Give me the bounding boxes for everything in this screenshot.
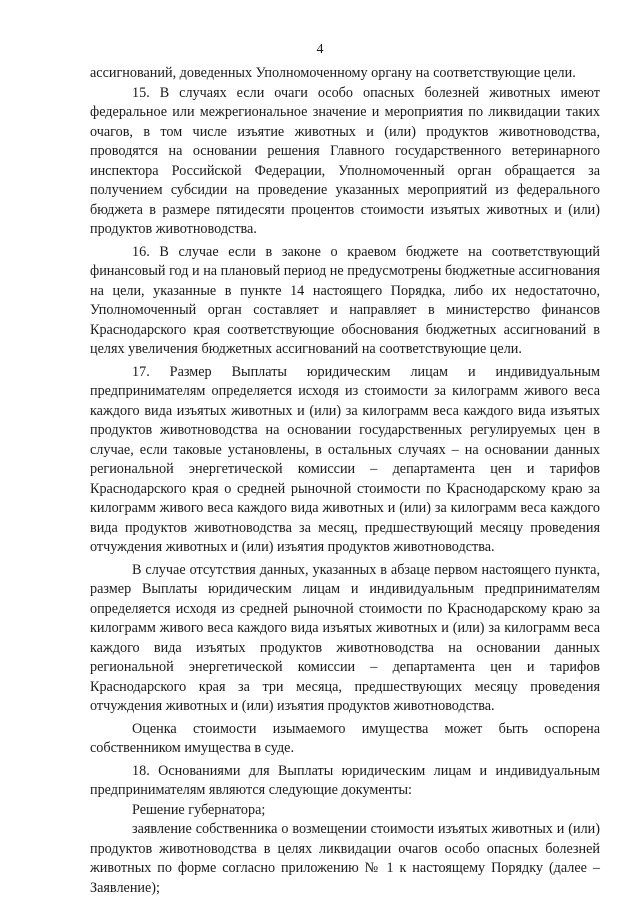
- paragraph-item-17-second: В случае отсутствия данных, указанных в абзаце первом настоящего пункта, размер Выплаты юридическим лицам и индивидуальным предпринимателям определяется исходя из средней рыночной стоимости по Краснодарскому краю за килограмм живого веса каждого вида изъятых животных и (или) за килограмм веса каждого вида изъятых продуктов животноводства на основании данных региональной энергетической комиссии – департамента цен и тарифов Краснодарского края за три месяца, предшествующих месяцу проведения отчуждения животных и (или) изъятия продуктов животноводства.: [90, 561, 600, 714]
- list-item-governor-decision: Решение губернатора;: [132, 801, 266, 818]
- paragraph-item-18: 18. Основаниями для Выплаты юридическим лицам и индивидуальным предпринимателям являются следующие документы:: [90, 762, 600, 798]
- paragraph-item-15: 15. В случаях если очаги особо опасных болезней животных имеют федеральное или межрегиональное значение и мероприятия по ликвидации таких очагов, в том числе изъятие животных и (или) продуктов животноводства, проводятся на основании решения Главного государственного ветеринарного инспектора Российской Федерации, Уполномоченный орган обращается за получением субсидии на проведение указанных мероприятий из федерального бюджета в размере пятидесяти процентов стоимости изъятых животных и (или) продуктов животноводства.: [90, 84, 600, 237]
- paragraph-appraisal: Оценка стоимости изымаемого имущества может быть оспорена собственником имущества в суде.: [90, 720, 600, 756]
- page-number: 4: [316, 42, 324, 57]
- list-item-application: заявление собственника о возмещении стоимости изъятых животных и (или) продуктов животноводства в целях ликвидации очагов особо опасных болезней животных по форме согласно приложению № 1 к настоящему Порядку (далее – Заявление);: [90, 821, 600, 896]
- paragraph-continuation: ассигнований, доведенных Уполномоченному органу на соответствующие цели.: [90, 65, 576, 81]
- paragraph-item-17: 17. Размер Выплаты юридическим лицам и индивидуальным предпринимателям определяется исходя из стоимости за килограмм живого веса каждого вида изъятых животных и (или) за килограмм веса каждого вида изъятых продуктов животноводства на основании государственных регулируемых цен в случае, если таковые установлены, в остальных случаях – на основании данных региональной энергетической комиссии – департамента цен и тарифов Краснодарского края о средней рыночной стоимости по Краснодарскому краю за килограмм живого веса каждого вида животных и (или) за килограмм веса каждого вида продуктов животноводства за месяц, предшествующий месяцу проведения отчуждения животных и (или) изъятия продуктов животноводства.: [90, 363, 600, 555]
- paragraph-item-16: 16. В случае если в законе о краевом бюджете на соответствующий финансовый год и на плановый период не предусмотрены бюджетные ассигнования на цели, указанные в пункте 14 настоящего Порядка, либо их недостаточно, Уполномоченный орган составляет и направляет в министерство финансов Краснодарского края соответствующие обоснования бюджетных ассигнований в целях увеличения бюджетных ассигнований на соответствующие цели.: [90, 243, 600, 357]
- document-body: [90, 64, 600, 898]
